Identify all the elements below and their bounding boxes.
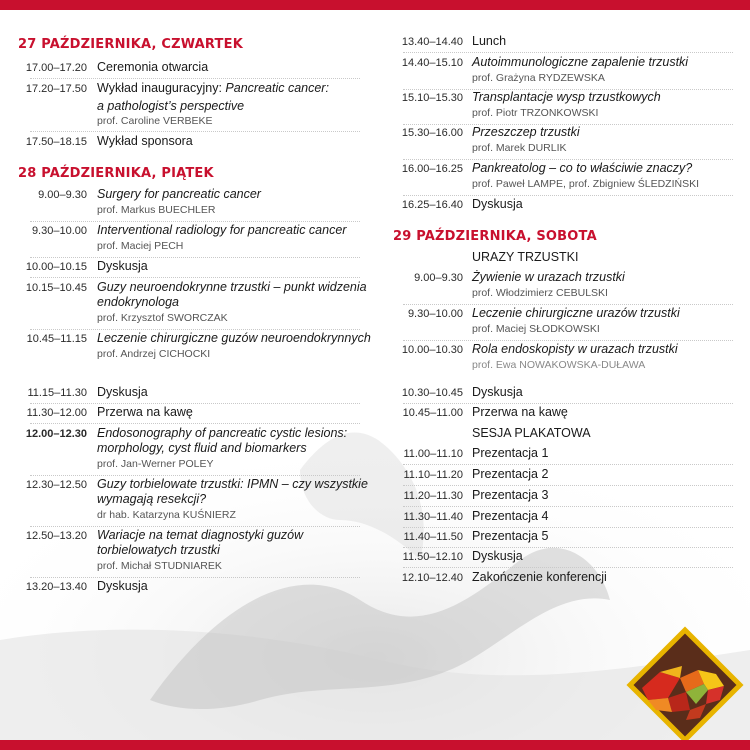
- time-label: 17.50–18.15: [25, 136, 87, 148]
- time-label: 11.50–12.10: [402, 551, 463, 563]
- title-italic: Pancreatic cancer:: [225, 81, 329, 95]
- item-title: Lunch: [472, 34, 507, 48]
- time-label: 11.40–11.50: [403, 531, 463, 543]
- time-label: 11.30–11.40: [403, 511, 463, 523]
- speaker: prof. Piotr TRZONKOWSKI: [472, 107, 599, 119]
- item-title: Dyskusja: [97, 259, 148, 273]
- time-label: 16.25–16.40: [401, 199, 463, 211]
- divider: [30, 475, 360, 476]
- time-label: 17.00–17.20: [25, 62, 87, 74]
- time-label: 14.40–15.10: [401, 57, 463, 69]
- item-title-line2: torbielowatych trzustki: [97, 543, 220, 557]
- item-title: Prezentacja 4: [472, 509, 549, 523]
- item-title: Prezentacja 3: [472, 488, 549, 502]
- item-title: Przeszczep trzustki: [472, 125, 580, 139]
- item-title: Leczenie chirurgiczne guzów neuroendokrynnych: [97, 331, 371, 345]
- speaker: prof. Marek DURLIK: [472, 142, 567, 154]
- speaker: prof. Włodzimierz CEBULSKI: [472, 287, 608, 299]
- time-label: 15.30–16.00: [401, 127, 463, 139]
- time-label: 10.45–11.00: [402, 407, 463, 419]
- item-title: Prezentacja 5: [472, 529, 549, 543]
- speaker: dr hab. Katarzyna KUŚNIERZ: [97, 509, 236, 521]
- item-title: Prezentacja 2: [472, 467, 549, 481]
- time-label: 10.15–10.45: [25, 282, 87, 294]
- item-title: [97, 81, 329, 96]
- item-title-line2: a pathologist’s perspective: [97, 99, 245, 113]
- item-title: Guzy torbielowate trzustki: IPMN – czy wszystkie: [97, 477, 368, 491]
- divider: [403, 403, 733, 404]
- item-title: Żywienie w urazach trzustki: [472, 270, 625, 284]
- item-title: Dyskusja: [472, 385, 523, 399]
- divider: [403, 195, 733, 196]
- divider: [30, 403, 360, 404]
- item-title: Dyskusja: [472, 197, 523, 211]
- section-heading-sesja: SESJA PLAKATOWA: [472, 426, 591, 440]
- speaker: prof. Krzysztof SWORCZAK: [97, 312, 228, 324]
- section-heading-urazy: URAZY TRZUSTKI: [472, 250, 579, 264]
- speaker: prof. Andrzej CICHOCKI: [97, 348, 211, 360]
- time-label: 11.30–12.00: [26, 407, 87, 419]
- divider: [30, 526, 360, 527]
- divider: [30, 423, 360, 424]
- item-title: Wykład sponsora: [97, 134, 193, 148]
- divider: [30, 131, 360, 132]
- time-label: 12.30–12.50: [25, 479, 87, 491]
- speaker: prof. Markus BUECHLER: [97, 204, 216, 216]
- time-label: 12.00–12.30: [25, 428, 87, 440]
- item-title: Guzy neuroendokrynne trzustki – punkt widzenia: [97, 280, 367, 294]
- item-title: Zakończenie konferencji: [472, 570, 607, 584]
- bottom-red-band: [0, 740, 750, 750]
- item-title: Interventional radiology for pancreatic cancer: [97, 223, 347, 237]
- item-title: Przerwa na kawę: [97, 405, 193, 419]
- time-label: 9.00–9.30: [38, 189, 87, 201]
- time-label: 11.10–11.20: [403, 469, 463, 481]
- speaker: prof. Ewa NOWAKOWSKA-DUŁAWA: [472, 359, 646, 371]
- time-label: 11.15–11.30: [27, 387, 87, 399]
- time-label: 12.10–12.40: [401, 572, 463, 584]
- speaker: prof. Jan-Werner POLEY: [97, 458, 214, 470]
- conference-logo-icon: [620, 620, 750, 750]
- speaker: prof. Maciej SŁODKOWSKI: [472, 323, 600, 335]
- item-title: Leczenie chirurgiczne urazów trzustki: [472, 306, 680, 320]
- time-label: 10.00–10.30: [401, 344, 463, 356]
- divider: [403, 464, 733, 465]
- divider: [403, 527, 733, 528]
- time-label: 15.10–15.30: [401, 92, 463, 104]
- day-title-29: 29 PAŹDZIERNIKA, SOBOTA: [393, 229, 597, 244]
- divider: [403, 567, 733, 568]
- speaker: prof. Maciej PECH: [97, 240, 184, 252]
- divider: [30, 277, 360, 278]
- item-title: Przerwa na kawę: [472, 405, 568, 419]
- time-label: 13.40–14.40: [401, 36, 463, 48]
- speaker: prof. Caroline VERBEKE: [97, 115, 213, 127]
- item-title: Dyskusja: [97, 385, 148, 399]
- item-title-line2: morphology, cyst fluid and biomarkers: [97, 441, 307, 455]
- time-label: 10.00–10.15: [25, 261, 87, 273]
- divider: [403, 304, 733, 305]
- item-title: Wariacje na temat diagnostyki guzów: [97, 528, 304, 542]
- divider: [403, 485, 733, 486]
- divider: [403, 340, 733, 341]
- time-label: 11.20–11.30: [403, 490, 463, 502]
- item-title: Transplantacje wysp trzustkowych: [472, 90, 661, 104]
- day-title-28: 28 PAŹDZIERNIKA, PIĄTEK: [18, 166, 214, 181]
- time-label: 9.00–9.30: [414, 272, 463, 284]
- item-title: Ceremonia otwarcia: [97, 60, 209, 74]
- time-label: 11.00–11.10: [403, 448, 463, 460]
- item-title: Dyskusja: [472, 549, 523, 563]
- divider: [30, 257, 360, 258]
- divider: [30, 78, 360, 79]
- divider: [30, 221, 360, 222]
- item-title: Rola endoskopisty w urazach trzustki: [472, 342, 678, 356]
- item-title-line2: wymagają resekcji?: [97, 492, 207, 506]
- item-title: Dyskusja: [97, 579, 148, 593]
- item-title: Prezentacja 1: [472, 446, 549, 460]
- time-label: 17.20–17.50: [25, 83, 87, 95]
- day-title-27: 27 PAŹDZIERNIKA, CZWARTEK: [18, 37, 243, 52]
- item-title-line2: endokrynologa: [97, 295, 180, 309]
- item-title: Autoimmunologiczne zapalenie trzustki: [472, 55, 689, 69]
- divider: [403, 52, 733, 53]
- divider: [403, 547, 733, 548]
- time-label: 10.30–10.45: [401, 387, 463, 399]
- item-title: Surgery for pancreatic cancer: [97, 187, 261, 201]
- divider: [30, 577, 360, 578]
- item-title: Endosonography of pancreatic cystic lesions:: [97, 426, 348, 440]
- speaker: prof. Grażyna RYDZEWSKA: [472, 72, 605, 84]
- time-label: 16.00–16.25: [401, 163, 463, 175]
- time-label: 10.45–11.15: [26, 333, 87, 345]
- speaker: prof. Paweł LAMPE, prof. Zbigniew ŚLEDZIŃSKI: [472, 178, 700, 190]
- time-label: 12.50–13.20: [25, 530, 87, 542]
- time-label: 13.20–13.40: [25, 581, 87, 593]
- speaker: prof. Michał STUDNIAREK: [97, 560, 222, 572]
- time-label: 9.30–10.00: [407, 308, 463, 320]
- divider: [403, 159, 733, 160]
- title-prefix: Wykład inauguracyjny:: [97, 81, 226, 95]
- item-title: Pankreatolog – co to właściwie znaczy?: [472, 161, 693, 175]
- time-label: 9.30–10.00: [31, 225, 87, 237]
- divider: [403, 506, 733, 507]
- divider: [30, 329, 360, 330]
